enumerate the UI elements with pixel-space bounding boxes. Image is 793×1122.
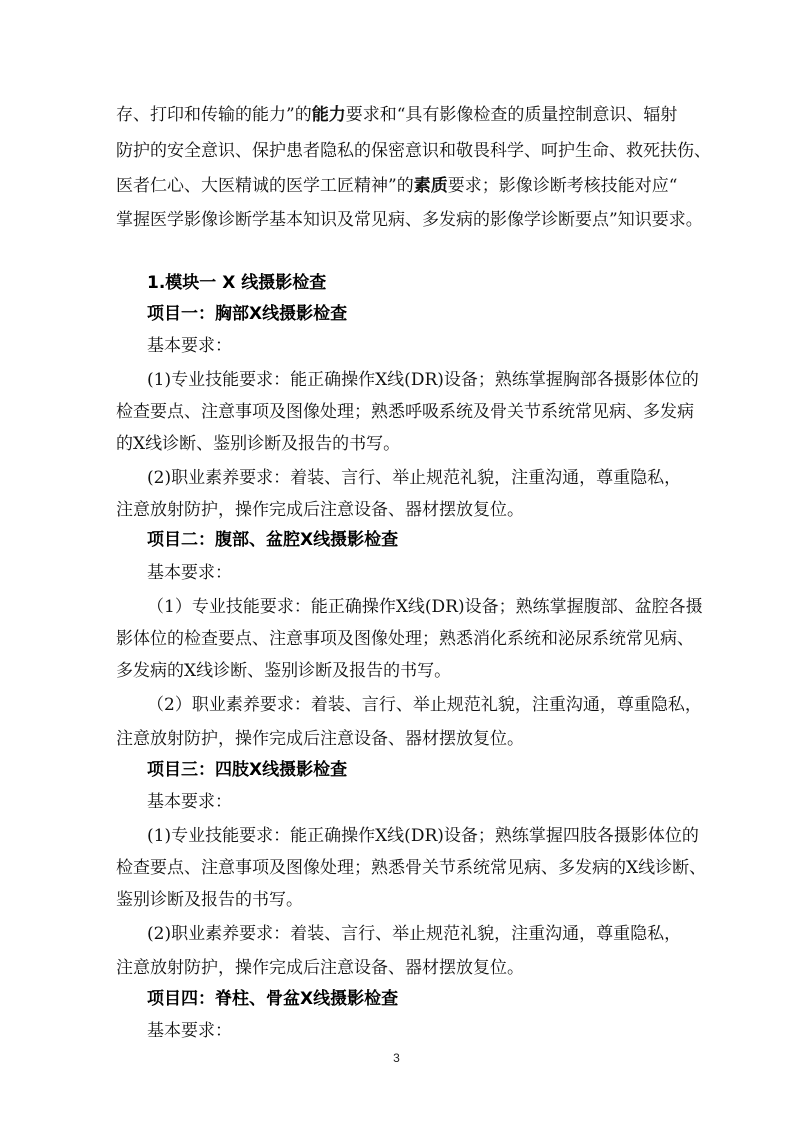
page-number: 3 (393, 1051, 400, 1065)
intro-line-1 (116, 104, 677, 126)
project-1-skill-line-1: (1)专业技能要求：能正确操作X线(DR)设备；熟练掌握胸部各摄影体位的 (147, 370, 699, 390)
intro-line-3a: 医者仁心、大医精诚的医学工匠精神”的 (116, 176, 414, 196)
project-2-skill-line-2: 影体位的检查要点、注意事项及图像处理；熟悉消化系统和泌尿系统常见病、 (116, 629, 694, 649)
project-1-skill-line-3: 的X线诊断、鉴别诊断及报告的书写。 (116, 434, 401, 454)
project-2-skill-line-1: （1）专业技能要求：能正确操作X线(DR)设备；熟练掌握腹部、盆腔各摄 (147, 597, 703, 617)
project-3-basic-label: 基本要求： (147, 792, 232, 812)
project-2-quality-line-1: （2）职业素养要求：着装、言行、举止规范礼貌，注重沟通，尊重隐私， (147, 695, 702, 715)
intro-line-4: 掌握医学影像诊断学基本知识及常见病、多发病的影像学诊断要点”知识要求。 (116, 210, 703, 230)
module-heading: 1.模块一 X 线摄影检查 (147, 273, 327, 293)
project-3-title: 项目三：四肢X线摄影检查 (147, 760, 348, 780)
intro-ability-emphasis: 能力 (311, 105, 346, 125)
intro-line-2: 防护的安全意识、保护患者隐私的保密意识和敬畏科学、呵护生命、救死扶伤、 (116, 141, 711, 161)
project-1-basic-label: 基本要求： (147, 336, 232, 356)
project-2-quality-line-2: 注意放射防护，操作完成后注意设备、器材摆放复位。 (116, 729, 524, 749)
intro-line-1c: 要求和“具有影像检查的质量控制意识、辐射 (345, 105, 678, 125)
project-4-title: 项目四：脊柱、骨盆X线摄影检查 (147, 989, 399, 1009)
project-2-title: 项目二：腹部、盆腔X线摄影检查 (147, 530, 399, 550)
project-1-quality-line-1: (2)职业素养要求：着装、言行、举止规范礼貌，注重沟通，尊重隐私， (147, 468, 682, 488)
project-2-basic-label: 基本要求： (147, 563, 232, 583)
project-3-quality-line-1: (2)职业素养要求：着装、言行、举止规范礼貌，注重沟通，尊重隐私， (147, 924, 682, 944)
project-1-quality-line-2: 注意放射防护，操作完成后注意设备、器材摆放复位。 (116, 500, 524, 520)
intro-quality-emphasis: 素质 (413, 176, 448, 196)
project-3-skill-line-3: 鉴别诊断及报告的书写。 (116, 890, 303, 910)
project-1-title: 项目一：胸部X线摄影检查 (147, 304, 348, 324)
intro-line-3c: 要求；影像诊断考核技能对应“ (447, 176, 678, 196)
project-3-skill-line-1: (1)专业技能要求：能正确操作X线(DR)设备；熟练掌握四肢各摄影体位的 (147, 826, 699, 846)
project-4-basic-label: 基本要求： (147, 1021, 232, 1041)
project-2-skill-line-3: 多发病的X线诊断、鉴别诊断及报告的书写。 (116, 661, 452, 681)
project-1-skill-line-2: 检查要点、注意事项及图像处理；熟悉呼吸系统及骨关节系统常见病、多发病 (116, 402, 694, 422)
project-3-quality-line-2: 注意放射防护，操作完成后注意设备、器材摆放复位。 (116, 958, 524, 978)
intro-line-3 (116, 175, 677, 197)
intro-line-1a: 存、打印和传输的能力”的 (116, 105, 312, 125)
project-3-skill-line-2: 检查要点、注意事项及图像处理；熟悉骨关节系统常见病、多发病的X线诊断、 (116, 858, 707, 878)
